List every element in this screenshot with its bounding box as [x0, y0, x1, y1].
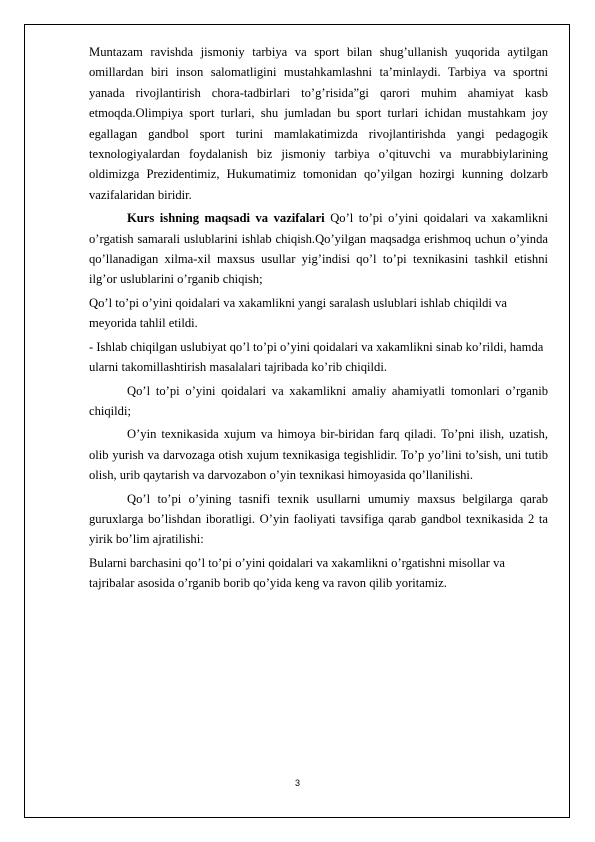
goals-text: Qo’l to’pi o’yini qoidalari va xakamlikni o’rgatish samarali uslublarini ishlab chiqish.Qo’yilgan maqsadga erishmoq uchun o’yinda qo’llanadigan xilma-xil maxsus usullar yig’indisi qo’l to’pi texnikasini tashkil etishni ilg’or uslublarini o’rganib chiqish;: [89, 211, 548, 287]
paragraph-classification: Qo’l to’pi o’yining tasnifi texnik usullarni umumiy maxsus belgilarga qarab guruxlarga bo’lishdan iboratligi. O’yin faoliyati tavsifiga qarab gandbol texnikasida 2 ta yirik bo’lim ajratilishi:: [89, 491, 548, 547]
goals-heading: Kurs ishning maqsadi va vazifalari: [127, 211, 325, 226]
page-number: 3: [294, 778, 300, 788]
paragraph-selection-methods: Qo’l to’pi o’yini qoidalari va xakamlikni yangi saralash uslublari ishlab chiqildi va meyorida tahlil etildi.: [89, 295, 507, 331]
paragraph-intro: Muntazam ravishda jismoniy tarbiya va sport bilan shug’ullanish yuqorida aytilgan omillardan biri inson salomatligini mustahkamlashni ta’minlaydi. Tarbiya va sportni yanada rivojlantirish chora-tadbirlari to’g’risida”gi qarori muhim ahamiyat kasb etmoqda.Olimpiya sport turlari, shu jumladan bu sport turlari ichidan mustahkam joy egallagan gandbol sport turini mamlakatimizda rivojlantirishda yangi pedagogik texnologiyalardan foydalanish biz jismoniy tarbiya o’qituvchi va murabbiylarining oldimizga Prezidentimiz, Hukumatimiz tomonidan qo’yilgan hozirgi kunning dolzarb vazifalaridan biridir.: [89, 45, 548, 202]
paragraph-goals: [89, 208, 548, 290]
document-body: [89, 42, 548, 597]
paragraph-practical-aspects: Qo’l to’pi o’yini qoidalari va xakamlikni amaliy ahamiyatli tomonlari o’rganib chiqildi;: [89, 383, 548, 418]
paragraph-methodology-tested: - Ishlab chiqilgan uslubiyat qo’l to’pi o’yini qoidalari va xakamlikni sinab ko’rildi, hamda ularni takomillashtirish masalalari tajribada ko’rib chiqildi.: [89, 339, 544, 375]
paragraph-game-technique: O’yin texnikasida xujum va himoya bir-biridan farq qiladi. To’pni ilish, uzatish, olib yurish va darvozaga otish xujum texnikasiga tegishlidir. To’p yo’lini to’sish, uni tutib olish, urib qaytarish va darvozabon o’yin texnikasi himoyasida qo’llanilishi.: [89, 427, 548, 483]
paragraph-conclusion: Bularni barchasini qo’l to’pi o’yini qoidalari va xakamlikni o’rgatishni misollar va tajribalar asosida o’rganib borib qo’yida keng va ravon qilib yoritamiz.: [89, 555, 505, 591]
